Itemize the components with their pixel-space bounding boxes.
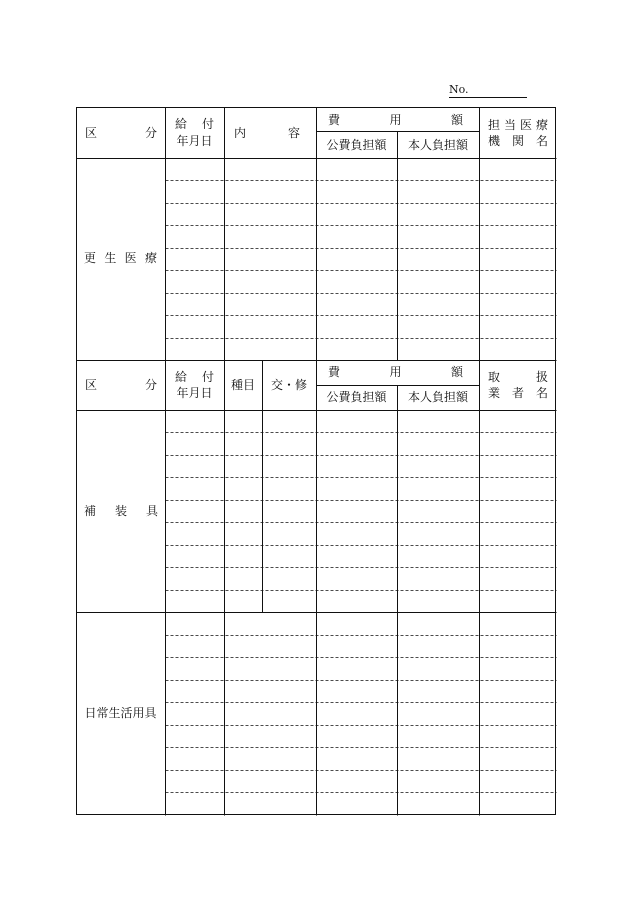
label-char: 分 (144, 378, 157, 392)
label-char: 容 (287, 126, 300, 140)
label-char: 具 (145, 504, 158, 518)
label-char: 費 (328, 365, 341, 379)
section-label-medical (84, 250, 157, 266)
label-char: 名 (535, 386, 548, 400)
form-number-field (449, 83, 527, 98)
label-char: 付 (201, 117, 214, 131)
header-handler-top (488, 369, 548, 385)
label-char: 取 (488, 370, 501, 384)
label-char: 額 (450, 113, 463, 127)
section-label-daily-living: 日常生活用具 (84, 706, 157, 720)
header-cost-personal: 本人負担額 (407, 138, 468, 152)
label-char: 機 (488, 134, 501, 148)
label-char: 医 (124, 251, 137, 265)
header-date-bottom: 年月日 (176, 134, 213, 148)
label-char: 業 (488, 386, 501, 400)
label-char: 給 (175, 370, 188, 384)
header-cost (328, 364, 463, 380)
label-char: 者 (511, 386, 524, 400)
section-label-prosthetics (84, 503, 158, 519)
label-char: 費 (328, 113, 341, 127)
header-cost-public: 公費負担額 (326, 138, 387, 152)
label-char: 補 (84, 504, 97, 518)
header-item-type: 種目 (230, 378, 255, 392)
label-char: 生 (104, 251, 117, 265)
header-category (85, 125, 157, 141)
header-date-bottom: 年月日 (176, 386, 213, 400)
header-provider-bottom (488, 133, 548, 149)
label-char: 更 (84, 251, 97, 265)
label-char: 内 (234, 126, 247, 140)
label-char: 用 (389, 365, 402, 379)
label-char: 担 (488, 118, 501, 132)
label-char: 当 (503, 118, 516, 132)
label-char: 装 (114, 504, 127, 518)
label-char: 給 (175, 117, 188, 131)
header-cost-public: 公費負担額 (326, 390, 387, 404)
label-char: 療 (144, 251, 157, 265)
label-char: 額 (450, 365, 463, 379)
header-date-top (175, 369, 214, 385)
label-char: 名 (535, 134, 548, 148)
header-category (85, 377, 157, 393)
label-char: 扱 (535, 370, 548, 384)
label-char: 付 (201, 370, 214, 384)
form-number-label: No. (449, 83, 469, 96)
header-date-top (175, 116, 214, 132)
label-char: 区 (85, 378, 98, 392)
header-content (234, 125, 300, 141)
label-char: 用 (389, 113, 402, 127)
label-char: 療 (535, 118, 548, 132)
label-char: 医 (519, 118, 532, 132)
header-cost-personal: 本人負担額 (407, 390, 468, 404)
label-char: 区 (85, 126, 98, 140)
label-char: 関 (511, 134, 524, 148)
header-exchange-repair: 交・修 (270, 378, 307, 392)
header-handler-bottom (488, 385, 548, 401)
header-provider-top (488, 117, 548, 133)
label-char: 分 (144, 126, 157, 140)
header-cost (328, 112, 463, 128)
